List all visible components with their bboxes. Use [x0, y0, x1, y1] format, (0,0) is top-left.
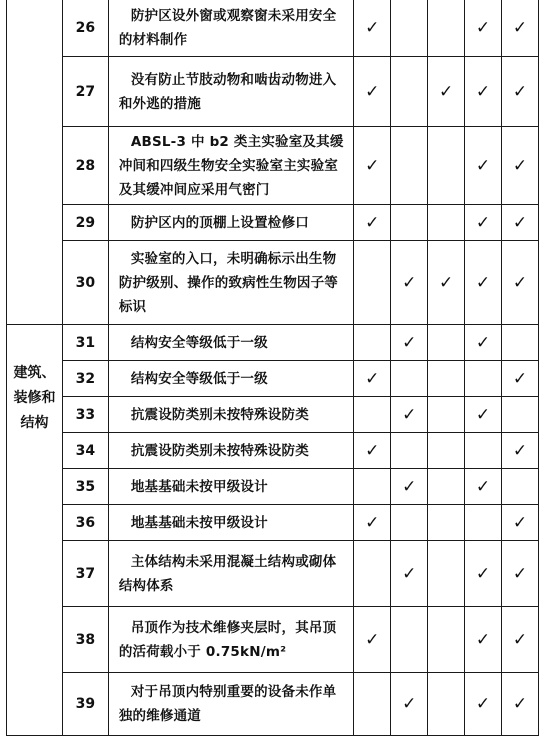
check-cell-col-1: [354, 541, 391, 607]
item-number: 37: [62, 541, 108, 607]
check-cell-col-2: [391, 541, 428, 607]
check-mark-icon: ✓: [402, 272, 417, 293]
check-cell-col-4: [465, 433, 502, 469]
item-description: [108, 361, 354, 397]
check-cell-col-5: [502, 361, 539, 397]
check-cell-col-2: [391, 241, 428, 325]
check-mark-icon: ✓: [402, 694, 417, 714]
check-mark-icon: ✓: [512, 155, 528, 176]
category-label-line: 装修和: [13, 390, 56, 406]
item-description: [108, 505, 354, 541]
item-description-text: 防护区设外窗或观察窗未采用安全的材料制作: [118, 7, 337, 48]
check-mark-icon: ✓: [512, 512, 528, 533]
check-cell-col-1: [354, 325, 391, 361]
check-mark-icon: ✓: [475, 476, 491, 497]
check-cell-col-1: [354, 361, 391, 397]
check-mark-icon: ✓: [475, 212, 491, 233]
check-cell-col-3: [428, 57, 465, 127]
item-description: [108, 469, 354, 505]
check-cell-col-4: [465, 0, 502, 57]
check-cell-col-5: [502, 241, 539, 325]
check-cell-col-2: [391, 325, 428, 361]
item-number: 31: [62, 325, 108, 361]
item-number: 33: [62, 397, 108, 433]
table-row: [7, 469, 539, 505]
check-cell-col-4: [465, 505, 502, 541]
check-cell-col-2: [391, 673, 428, 736]
check-cell-col-1: [354, 673, 391, 736]
check-cell-col-2: [391, 361, 428, 397]
check-mark-icon: ✓: [475, 629, 491, 650]
item-description: [108, 57, 354, 127]
check-cell-col-5: [502, 205, 539, 241]
check-cell-col-1: [354, 0, 391, 57]
table-row: [7, 673, 539, 736]
check-cell-col-5: [502, 397, 539, 433]
check-cell-col-5: [502, 0, 539, 57]
table-row: [7, 505, 539, 541]
item-description: [108, 541, 354, 607]
item-description: [108, 673, 354, 736]
check-cell-col-2: [391, 397, 428, 433]
item-description: [108, 241, 354, 325]
check-mark-icon: ✓: [475, 694, 491, 714]
check-cell-col-1: [354, 433, 391, 469]
item-description-text: 抗震设防类别未按特殊设防类: [130, 442, 309, 459]
check-cell-col-4: [465, 325, 502, 361]
category-label-line: 结构: [20, 415, 49, 431]
table-row: [7, 0, 539, 57]
check-cell-col-5: [502, 505, 539, 541]
item-description-text: 结构安全等级低于一级: [130, 370, 268, 387]
item-number: 29: [62, 205, 108, 241]
check-cell-col-5: [502, 433, 539, 469]
check-cell-col-3: [428, 433, 465, 469]
table-row: [7, 397, 539, 433]
check-cell-col-1: [354, 205, 391, 241]
inspection-table: [6, 0, 539, 736]
category-cell-continued: [7, 0, 63, 325]
check-mark-icon: ✓: [402, 563, 417, 584]
item-description: [108, 607, 354, 673]
check-cell-col-1: [354, 397, 391, 433]
item-number: 26: [62, 0, 108, 57]
item-description: [108, 205, 354, 241]
check-mark-icon: ✓: [512, 368, 528, 389]
table-row: [7, 127, 539, 205]
check-cell-col-5: [502, 57, 539, 127]
check-cell-col-3: [428, 397, 465, 433]
item-description-text: ABSL-3 中 b2 类主实验室及其缓冲间和四级生物安全实验室主实验室及其缓冲间应采用气密门: [118, 133, 344, 198]
check-cell-col-2: [391, 607, 428, 673]
item-description-text: 实验室的入口，未明确标示出生物防护级别、操作的致病性生物因子等标识: [118, 250, 339, 315]
check-mark-icon: ✓: [512, 629, 528, 650]
category-label-line: 建筑、: [13, 365, 56, 381]
check-cell-col-1: [354, 505, 391, 541]
item-description-text: 防护区内的顶棚上设置检修口: [130, 214, 309, 231]
check-mark-icon: ✓: [402, 404, 417, 425]
check-cell-col-1: [354, 127, 391, 205]
check-cell-col-5: [502, 469, 539, 505]
check-mark-icon: ✓: [402, 332, 417, 353]
table-row: [7, 361, 539, 397]
check-cell-col-4: [465, 241, 502, 325]
check-mark-icon: ✓: [512, 272, 528, 293]
check-cell-col-2: [391, 469, 428, 505]
check-mark-icon: ✓: [512, 563, 528, 584]
check-cell-col-2: [391, 57, 428, 127]
item-description: [108, 433, 354, 469]
check-cell-col-5: [502, 541, 539, 607]
item-description: [108, 397, 354, 433]
table-row: [7, 541, 539, 607]
check-cell-col-5: [502, 607, 539, 673]
check-cell-col-4: [465, 57, 502, 127]
check-cell-col-2: [391, 0, 428, 57]
check-mark-icon: ✓: [512, 440, 528, 461]
check-cell-col-3: [428, 361, 465, 397]
check-cell-col-4: [465, 127, 502, 205]
check-cell-col-4: [465, 541, 502, 607]
item-number: 38: [62, 607, 108, 673]
table-row: [7, 433, 539, 469]
check-mark-icon: ✓: [439, 81, 454, 102]
check-cell-col-5: [502, 673, 539, 736]
check-mark-icon: ✓: [475, 404, 491, 425]
check-mark-icon: ✓: [365, 512, 380, 533]
check-mark-icon: ✓: [365, 155, 380, 176]
table-row: [7, 325, 539, 361]
table-row: [7, 607, 539, 673]
check-cell-col-1: [354, 469, 391, 505]
check-cell-col-3: [428, 127, 465, 205]
check-cell-col-5: [502, 127, 539, 205]
check-mark-icon: ✓: [475, 81, 491, 102]
item-description-text: 抗震设防类别未按特殊设防类: [130, 406, 309, 423]
check-cell-col-3: [428, 541, 465, 607]
check-mark-icon: ✓: [439, 272, 454, 293]
check-cell-col-3: [428, 241, 465, 325]
check-mark-icon: ✓: [475, 272, 491, 293]
check-cell-col-2: [391, 505, 428, 541]
item-description-text: 吊顶作为技术维修夹层时，其吊顶的活荷载小于 0.75kN/m²: [118, 619, 337, 660]
category-cell: [7, 325, 63, 736]
item-number: 39: [62, 673, 108, 736]
item-number: 35: [62, 469, 108, 505]
item-description-text: 地基基础未按甲级设计: [130, 514, 268, 531]
item-number: 27: [62, 57, 108, 127]
check-mark-icon: ✓: [475, 563, 491, 584]
check-cell-col-2: [391, 127, 428, 205]
check-mark-icon: ✓: [365, 440, 380, 461]
item-description-text: 结构安全等级低于一级: [130, 334, 268, 351]
check-mark-icon: ✓: [512, 81, 528, 102]
check-mark-icon: ✓: [475, 17, 491, 38]
item-number: 36: [62, 505, 108, 541]
check-mark-icon: ✓: [365, 17, 380, 38]
check-mark-icon: ✓: [475, 155, 491, 176]
item-description-text: 主体结构未采用混凝土结构或砌体结构体系: [118, 553, 337, 594]
check-cell-col-3: [428, 673, 465, 736]
check-cell-col-4: [465, 397, 502, 433]
check-mark-icon: ✓: [365, 368, 380, 389]
item-description-text: 没有防止节肢动物和啮齿动物进入和外逃的措施: [118, 71, 337, 112]
check-cell-col-3: [428, 325, 465, 361]
check-cell-col-3: [428, 607, 465, 673]
check-mark-icon: ✓: [365, 629, 380, 650]
item-description: [108, 0, 354, 57]
check-cell-col-1: [354, 241, 391, 325]
check-cell-col-4: [465, 607, 502, 673]
item-number: 30: [62, 241, 108, 325]
check-cell-col-4: [465, 205, 502, 241]
check-cell-col-4: [465, 673, 502, 736]
item-number: 28: [62, 127, 108, 205]
item-description-text: 对于吊顶内特别重要的设备未作单独的维修通道: [118, 684, 337, 724]
item-description: [108, 325, 354, 361]
check-mark-icon: ✓: [475, 332, 491, 353]
check-cell-col-4: [465, 469, 502, 505]
check-mark-icon: ✓: [512, 212, 528, 233]
table-row: [7, 205, 539, 241]
check-cell-col-3: [428, 469, 465, 505]
check-cell-col-3: [428, 0, 465, 57]
check-cell-col-5: [502, 325, 539, 361]
check-mark-icon: ✓: [365, 81, 380, 102]
check-mark-icon: ✓: [512, 694, 528, 714]
item-description: [108, 127, 354, 205]
check-cell-col-4: [465, 361, 502, 397]
item-description-text: 地基基础未按甲级设计: [130, 478, 268, 495]
check-mark-icon: ✓: [512, 17, 528, 38]
check-cell-col-2: [391, 205, 428, 241]
check-cell-col-2: [391, 433, 428, 469]
table-row: [7, 241, 539, 325]
check-mark-icon: ✓: [365, 212, 380, 233]
check-cell-col-1: [354, 57, 391, 127]
item-number: 32: [62, 361, 108, 397]
check-cell-col-3: [428, 205, 465, 241]
check-cell-col-1: [354, 607, 391, 673]
table-row: [7, 57, 539, 127]
check-mark-icon: ✓: [402, 476, 417, 497]
check-cell-col-3: [428, 505, 465, 541]
item-number: 34: [62, 433, 108, 469]
